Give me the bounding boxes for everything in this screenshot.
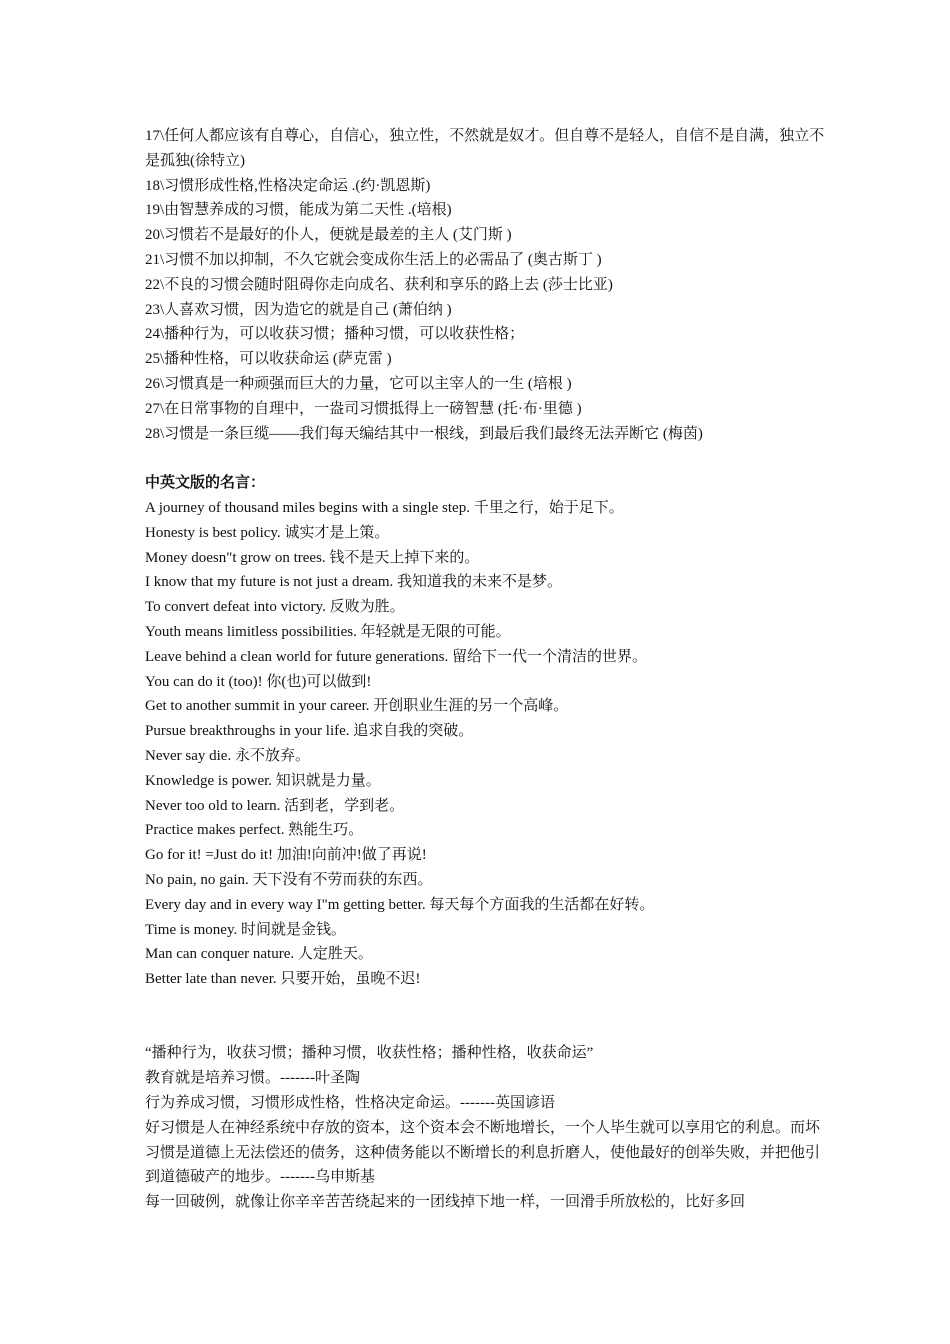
proverb-item: Never say die. 永不放弃。	[145, 747, 310, 764]
blank-line	[145, 446, 825, 471]
quote-item: 21\习惯不加以抑制，不久它就会变成你生活上的必需品了 (奥古斯丁 )	[145, 251, 602, 268]
proverb-item: Get to another summit in your career. 开创职业生涯的另一个高峰。	[145, 698, 569, 715]
habit-motto: “播种行为，收获习惯；播种习惯，收获性格；播种性格，收获命运”	[145, 1045, 594, 1062]
habit-quote: 教育就是培养习惯。-------叶圣陶	[145, 1070, 360, 1087]
proverb-item: No pain, no gain. 天下没有不劳而获的东西。	[145, 871, 433, 888]
proverbs-list	[145, 496, 825, 992]
quotes-list	[145, 124, 825, 446]
proverb-item: You can do it (too)! 你(也)可以做到!	[145, 673, 372, 690]
proverb-item: Better late than never. 只要开始，虽晚不迟!	[145, 971, 421, 988]
proverb-item: To convert defeat into victory. 反败为胜。	[145, 599, 405, 616]
proverb-item: Go for it! =Just do it! 加油!向前冲!做了再说!	[145, 847, 427, 864]
quote-item: 23\人喜欢习惯，因为造它的就是自己 (萧伯纳 )	[145, 301, 452, 318]
proverb-item: Man can conquer nature. 人定胜天。	[145, 946, 373, 963]
quote-item: 27\在日常事物的自理中，一盎司习惯抵得上一磅智慧 (托·布·里德 )	[145, 400, 582, 417]
document-body	[145, 124, 825, 1215]
quote-item: 24\播种行为，可以收获习惯；播种习惯，可以收获性格；	[145, 326, 525, 343]
quote-item: 25\播种性格，可以收获命运 (萨克雷 )	[145, 351, 392, 368]
quote-item: 20\习惯若不是最好的仆人，便就是最差的主人 (艾门斯 )	[145, 227, 512, 244]
quote-item: 19\由智慧养成的习惯，能成为第二天性 .(培根)	[145, 202, 452, 219]
section-heading: 中英文版的名言：	[145, 475, 266, 492]
habit-paragraph: 每一回破例，就像让你辛辛苦苦绕起来的一团线掉下地一样，一回滑手所放松的，比好多回	[145, 1194, 746, 1211]
quote-item: 28\习惯是一条巨缆——我们每天编结其中一根线，到最后我们最终无法弄断它 (梅茵)	[145, 425, 703, 442]
habit-paragraph: 好习惯是人在神经系统中存放的资本，这个资本会不断地增长，一个人毕生就可以享用它的利息。而坏习惯是道德上无法偿还的债务，这种债务能以不断增长的利息折磨人，使他最好的创举失败，并把他引到道德破产的地步。-------乌申斯基	[145, 1119, 821, 1186]
proverb-item: Time is money. 时间就是金钱。	[145, 921, 346, 938]
habit-quote: 行为养成习惯，习惯形成性格，性格决定命运。-------英国谚语	[145, 1095, 555, 1112]
proverb-item: Practice makes perfect. 熟能生巧。	[145, 822, 364, 839]
proverb-item: Honesty is best policy. 诚实才是上策。	[145, 524, 390, 541]
quote-item: 26\习惯真是一种顽强而巨大的力量，它可以主宰人的一生 (培根 )	[145, 375, 572, 392]
blank-lines	[145, 992, 825, 1042]
proverb-item: Never too old to learn. 活到老，学到老。	[145, 797, 405, 814]
proverb-item: Youth means limitless possibilities. 年轻就是无限的可能。	[145, 623, 511, 640]
proverb-item: A journey of thousand miles begins with a single step. 千里之行，始于足下。	[145, 499, 624, 516]
proverb-item: Every day and in every way I"m getting better. 每天每个方面我的生活都在好转。	[145, 896, 655, 913]
quote-item: 22\不良的习惯会随时阻碍你走向成名、获利和享乐的路上去 (莎士比亚)	[145, 276, 613, 293]
quote-item: 17\任何人都应该有自尊心，自信心，独立性，不然就是奴才。但自尊不是轻人，自信不是自满，独立不是孤独(徐特立)	[145, 128, 825, 169]
proverb-item: I know that my future is not just a dream. 我知道我的未来不是梦。	[145, 574, 563, 591]
proverb-item: Knowledge is power. 知识就是力量。	[145, 772, 381, 789]
proverb-item: Leave behind a clean world for future generations. 留给下一代一个清洁的世界。	[145, 648, 647, 665]
proverb-item: Money doesn"t grow on trees. 钱不是天上掉下来的。	[145, 549, 480, 566]
proverb-item: Pursue breakthroughs in your life. 追求自我的突破。	[145, 723, 474, 740]
habit-section	[145, 1041, 825, 1215]
quote-item: 18\习惯形成性格,性格决定命运 .(约·凯恩斯)	[145, 177, 431, 194]
